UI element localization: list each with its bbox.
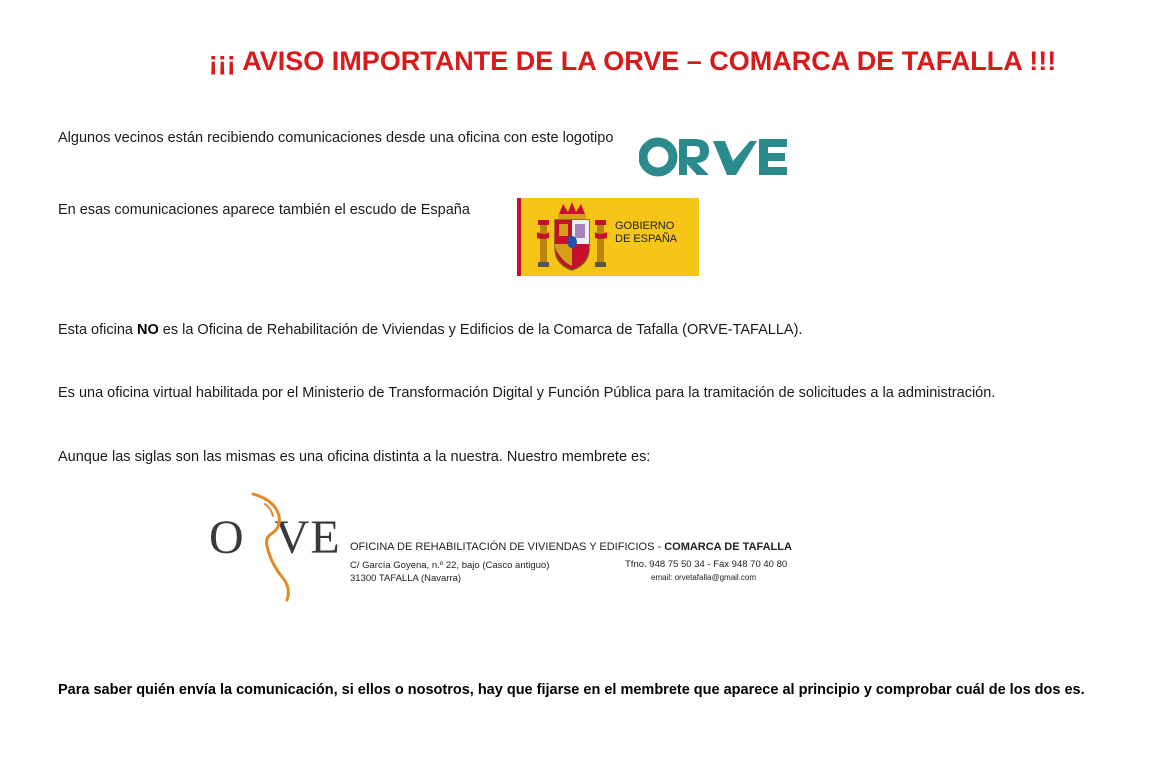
letterhead-swirl-icon	[235, 490, 305, 605]
letterhead-email: email: orvetafalla@gmail.com	[651, 573, 757, 582]
orve-virtual-logo	[639, 133, 789, 181]
letterhead-comarca: COMARCA DE TAFALLA	[664, 541, 792, 553]
gobierno-line2: DE ESPAÑA	[615, 233, 678, 245]
paragraph-no-es-pre: Esta oficina	[58, 322, 137, 338]
gobierno-text	[615, 220, 677, 246]
paragraph-escudo: En esas comunicaciones aparece también el escudo de España	[58, 202, 470, 218]
page-title: ¡¡¡ AVISO IMPORTANTE DE LA ORVE – COMARCA DE TAFALLA !!!	[208, 46, 1057, 76]
paragraph-oficina-virtual: Es una oficina virtual habilitada por el Ministerio de Transformación Digital y Función Pública para la tramitación de solicitudes a la administración.	[58, 385, 996, 401]
letterhead-ve: VE	[274, 511, 341, 564]
paragraph-no-es-post: es la Oficina de Rehabilitación de Viviendas y Edificios de la Comarca de Tafalla (ORVE-TAFALLA).	[158, 322, 803, 338]
paragraph-no-es-bold: NO	[137, 322, 159, 338]
letterhead-separator: -	[654, 541, 665, 553]
paragraph-no-es	[58, 322, 802, 338]
logo-red-bar	[517, 198, 521, 276]
paragraph-logo-intro: Algunos vecinos están recibiendo comunicaciones desde una oficina con este logotipo	[58, 130, 614, 146]
orve-tafalla-letterhead	[205, 490, 825, 605]
letterhead-office-name	[350, 541, 792, 553]
gobierno-espana-logo	[517, 198, 699, 276]
letterhead-office-label: OFICINA DE REHABILITACIÓN DE VIVIENDAS Y EDIFICIOS	[350, 541, 655, 553]
paragraph-conclusion: Para saber quién envía la comunicación, si ellos o nosotros, hay que fijarse en el membrete que aparece al principio y comprobar cuál de los dos es.	[58, 682, 1085, 698]
gobierno-line1: GOBIERNO	[615, 220, 675, 232]
letterhead-o: O	[209, 511, 245, 564]
letterhead-address2: 31300 TAFALLA (Navarra)	[350, 573, 462, 584]
coat-of-arms-icon	[537, 202, 607, 272]
letterhead-phone: Tfno. 948 75 50 34 - Fax 948 70 40 80	[625, 559, 788, 570]
letterhead-address	[350, 559, 549, 585]
letterhead-address1: C/ García Goyena, n.º 22, bajo (Casco antiguo)	[350, 560, 550, 571]
paragraph-membrete-intro: Aunque las siglas son las mismas es una oficina distinta a la nuestra. Nuestro membrete es:	[58, 449, 651, 465]
